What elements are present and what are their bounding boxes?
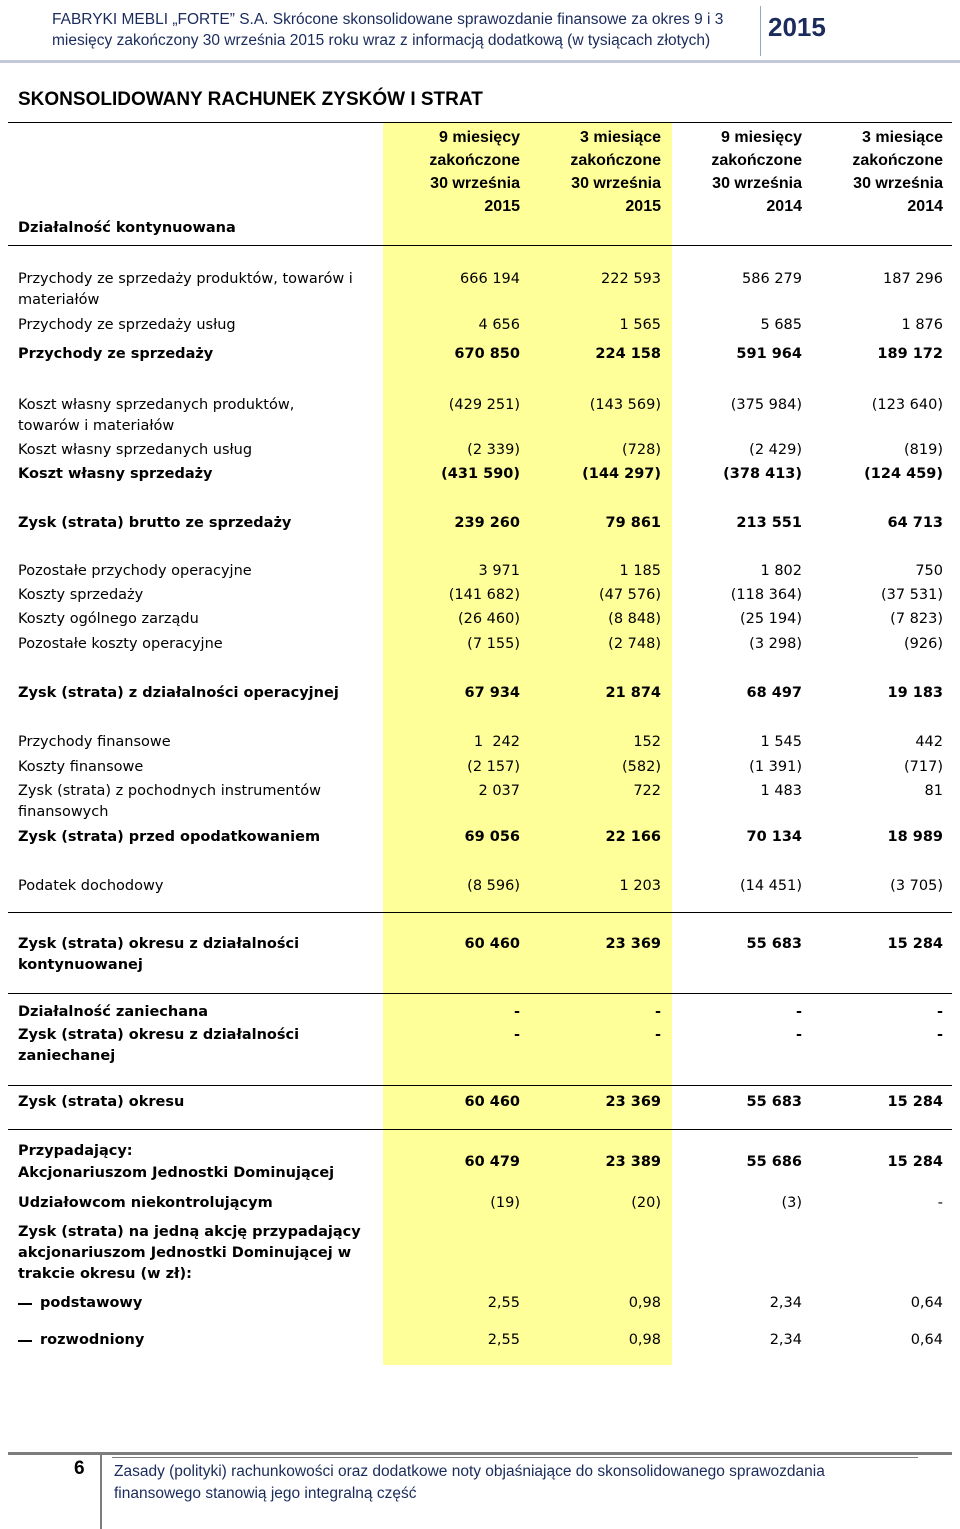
row-value: (819) xyxy=(904,442,943,458)
col-head-line: 2014 xyxy=(907,198,943,215)
row-value: 70 134 xyxy=(746,829,802,845)
row-value: (123 640) xyxy=(871,397,943,413)
row-value: 666 194 xyxy=(460,271,520,287)
row-value: (14 451) xyxy=(739,878,802,894)
row-value: 2,34 xyxy=(769,1295,802,1311)
row-value: 81 xyxy=(924,783,943,799)
row-value: 1 876 xyxy=(901,317,943,333)
header-line2: miesięcy zakończony 30 września 2015 roku wraz z informacją dodatkową (w tysiącach złotych) xyxy=(52,32,711,49)
row-label: Zysk (strata) z działalności operacyjnej xyxy=(18,685,339,701)
header-divider xyxy=(760,6,761,56)
row-value: 189 172 xyxy=(877,346,943,362)
row-value: 3 971 xyxy=(478,563,520,579)
header-company: FABRYKI MEBLI „FORTE” S.A. xyxy=(52,11,269,28)
row-value: 23 389 xyxy=(605,1154,661,1170)
row-value: 1 483 xyxy=(760,783,802,799)
row-value: - xyxy=(937,1195,943,1211)
row-label: Zysk (strata) brutto ze sprzedaży xyxy=(18,515,292,531)
row-value: 18 989 xyxy=(887,829,943,845)
col-head-line: 30 września xyxy=(571,175,661,192)
row-label: Przypadający: xyxy=(18,1143,133,1159)
row-value: 15 284 xyxy=(887,936,943,952)
row-value: 64 713 xyxy=(887,515,943,531)
row-value: (124 459) xyxy=(864,466,943,482)
row-value: 0,98 xyxy=(628,1295,661,1311)
row-value: - xyxy=(795,1027,802,1043)
col-head-line: 3 miesiące xyxy=(580,129,661,146)
row-value: 722 xyxy=(633,783,661,799)
page-title: SKONSOLIDOWANY RACHUNEK ZYSKÓW I STRAT xyxy=(18,89,483,110)
row-value: 5 685 xyxy=(760,317,802,333)
row-value: (8 596) xyxy=(467,878,520,894)
row-value: (582) xyxy=(622,759,661,775)
col-head-line: zakończone xyxy=(711,152,802,169)
row-value: 68 497 xyxy=(746,685,802,701)
row-value: (143 569) xyxy=(589,397,661,413)
row-label-wrap xyxy=(40,1330,380,1351)
row-value: (20) xyxy=(631,1195,661,1211)
row-value: 0,64 xyxy=(910,1332,943,1348)
row-label: Przychody ze sprzedaży produktów, towarów i materiałów xyxy=(18,271,353,308)
row-value: - xyxy=(513,1004,520,1020)
document-header xyxy=(0,0,960,60)
row-value: 60 460 xyxy=(464,1094,520,1110)
row-value: 69 056 xyxy=(464,829,520,845)
row-label: Pozostałe koszty operacyjne xyxy=(18,636,223,652)
row-value: 1 802 xyxy=(760,563,802,579)
row-label: Przychody finansowe xyxy=(18,734,171,750)
row-label: Podatek dochodowy xyxy=(18,878,164,894)
row-label: Przychody ze sprzedaży xyxy=(18,346,214,362)
col-head-line: 2015 xyxy=(484,198,520,215)
row-value: (37 531) xyxy=(880,587,943,603)
row-value: (1 391) xyxy=(749,759,802,775)
header-rule xyxy=(0,60,960,63)
row-value: (47 576) xyxy=(598,587,661,603)
row-value: - xyxy=(936,1027,943,1043)
col-head-line: zakończone xyxy=(852,152,943,169)
row-label: Zysk (strata) z pochodnych instrumentów finansowych xyxy=(18,783,321,820)
col-head-line: 9 miesięcy xyxy=(721,129,802,146)
row-label: Zysk (strata) przed opodatkowaniem xyxy=(18,829,321,845)
row-value: (3 705) xyxy=(890,878,943,894)
row-value: 750 xyxy=(915,563,943,579)
row-label: Zysk (strata) na jedną akcję przypadający akcjonariuszom Jednostki Dominującej w trakcie okresu (w zł): xyxy=(18,1224,361,1282)
row-value: 213 551 xyxy=(736,515,802,531)
row-value: (717) xyxy=(904,759,943,775)
row-value: (7 823) xyxy=(890,611,943,627)
column-header-9m-2015 xyxy=(379,126,520,218)
row-value: 22 166 xyxy=(605,829,661,845)
footer-note: Zasady (polityki) rachunkowości oraz dodatkowe noty objaśniające do skonsolidowanego sprawozdania finansowego stanowią jego integralną część xyxy=(114,1463,825,1502)
row-value: 15 284 xyxy=(887,1094,943,1110)
row-rule xyxy=(8,1129,952,1130)
row-value: - xyxy=(654,1027,661,1043)
row-label: Zysk (strata) okresu z działalności zaniechanej xyxy=(18,1027,300,1064)
row-value: 4 656 xyxy=(478,317,520,333)
row-value: 21 874 xyxy=(605,685,661,701)
row-value: (118 364) xyxy=(730,587,802,603)
row-value: 591 964 xyxy=(736,346,802,362)
row-label: Koszt własny sprzedaży xyxy=(18,466,213,482)
col-head-line: 30 września xyxy=(712,175,802,192)
col-head-line: 2014 xyxy=(766,198,802,215)
row-value: (2 157) xyxy=(467,759,520,775)
row-value: 670 850 xyxy=(454,346,520,362)
row-value: 23 369 xyxy=(605,936,661,952)
row-value: 0,98 xyxy=(628,1332,661,1348)
row-value: (3) xyxy=(781,1195,802,1211)
row-value: - xyxy=(795,1004,802,1020)
row-value: (7 155) xyxy=(467,636,520,652)
col-head-line: zakończone xyxy=(429,152,520,169)
row-value: 60 460 xyxy=(464,936,520,952)
row-label: Przychody ze sprzedaży usług xyxy=(18,317,236,333)
col-head-line: 9 miesięcy xyxy=(439,129,520,146)
row-label: Zysk (strata) okresu z działalności kontynuowanej xyxy=(18,936,300,973)
row-value: 187 296 xyxy=(883,271,943,287)
row-value: (141 682) xyxy=(448,587,520,603)
row-value: (429 251) xyxy=(448,397,520,413)
col-head-line: 2015 xyxy=(625,198,661,215)
row-value: 55 683 xyxy=(746,1094,802,1110)
row-value: 23 369 xyxy=(605,1094,661,1110)
row-label: Koszt własny sprzedanych usług xyxy=(18,442,253,458)
row-value: 19 183 xyxy=(887,685,943,701)
row-value: (375 984) xyxy=(730,397,802,413)
row-value: (378 413) xyxy=(723,466,802,482)
header-bottom-rule xyxy=(8,245,952,246)
col-head-line: zakończone xyxy=(570,152,661,169)
row-value: 60 479 xyxy=(464,1154,520,1170)
row-value: (2 429) xyxy=(749,442,802,458)
row-value: 442 xyxy=(915,734,943,750)
row-label: Pozostałe przychody operacyjne xyxy=(18,563,252,579)
col-head-line: 3 miesiące xyxy=(862,129,943,146)
row-value: 1 545 xyxy=(760,734,802,750)
column-header-3m-2015 xyxy=(520,126,661,218)
row-value: (728) xyxy=(622,442,661,458)
row-rule xyxy=(8,1085,952,1086)
row-value: 1 242 xyxy=(473,734,520,750)
row-label: Koszty sprzedaży xyxy=(18,587,144,603)
col-head-line: 30 września xyxy=(853,175,943,192)
header-year: 2015 xyxy=(768,12,826,42)
row-value: 2,34 xyxy=(769,1332,802,1348)
row-label: Działalność zaniechana xyxy=(18,1004,209,1020)
row-label: rozwodniony xyxy=(40,1332,145,1348)
row-label: Koszty ogólnego zarządu xyxy=(18,611,199,627)
row-label: Akcjonariuszom Jednostki Dominującej xyxy=(18,1165,335,1181)
row-rule xyxy=(8,993,952,994)
row-label: podstawowy xyxy=(40,1295,143,1311)
row-value: 586 279 xyxy=(742,271,802,287)
row-value: 224 158 xyxy=(595,346,661,362)
row-value: (431 590) xyxy=(441,466,520,482)
row-value: - xyxy=(654,1004,661,1020)
row-value: 222 593 xyxy=(601,271,661,287)
row-value: 2 037 xyxy=(478,783,520,799)
row-value: (2 339) xyxy=(467,442,520,458)
row-value: (8 848) xyxy=(608,611,661,627)
row-value: 67 934 xyxy=(464,685,520,701)
row-rule xyxy=(8,912,952,913)
row-value: 152 xyxy=(633,734,661,750)
row-value: 239 260 xyxy=(454,515,520,531)
footer-divider xyxy=(100,1455,102,1529)
row-value: (26 460) xyxy=(457,611,520,627)
row-value: (2 748) xyxy=(608,636,661,652)
row-label: Udziałowcom niekontrolującym xyxy=(18,1195,273,1211)
title-rule xyxy=(8,122,952,123)
footer-rule xyxy=(8,1452,952,1455)
column-header-3m-2014 xyxy=(802,126,943,218)
section-label: Działalność kontynuowana xyxy=(18,220,236,236)
row-value: (3 298) xyxy=(749,636,802,652)
row-value: (19) xyxy=(490,1195,520,1211)
row-value: 79 861 xyxy=(605,515,661,531)
row-value: 1 185 xyxy=(619,563,661,579)
row-value: 55 683 xyxy=(746,936,802,952)
row-value: 55 686 xyxy=(746,1154,802,1170)
row-value: 1 203 xyxy=(619,878,661,894)
row-value: (144 297) xyxy=(582,466,661,482)
row-value: 1 565 xyxy=(619,317,661,333)
row-label: Zysk (strata) okresu xyxy=(18,1094,185,1110)
page-number: 6 xyxy=(74,1458,85,1479)
row-value: - xyxy=(936,1004,943,1020)
dash-mark xyxy=(18,1340,32,1342)
row-value: - xyxy=(513,1027,520,1043)
row-value: 2,55 xyxy=(487,1295,520,1311)
column-header-9m-2014 xyxy=(661,126,802,218)
row-value: 15 284 xyxy=(887,1154,943,1170)
col-head-line: 30 września xyxy=(430,175,520,192)
row-label: Koszt własny sprzedanych produktów, towarów i materiałów xyxy=(18,397,295,434)
row-label: Koszty finansowe xyxy=(18,759,144,775)
header-text xyxy=(52,9,752,51)
row-value: (926) xyxy=(904,636,943,652)
row-value: (25 194) xyxy=(739,611,802,627)
row-value: 0,64 xyxy=(910,1295,943,1311)
dash-mark xyxy=(18,1303,32,1305)
header-line1: Skrócone skonsolidowane sprawozdanie finansowe za okres 9 i 3 xyxy=(268,11,724,28)
footer-thin-rule xyxy=(112,1457,918,1458)
row-label-wrap xyxy=(40,1293,380,1314)
row-value: 2,55 xyxy=(487,1332,520,1348)
